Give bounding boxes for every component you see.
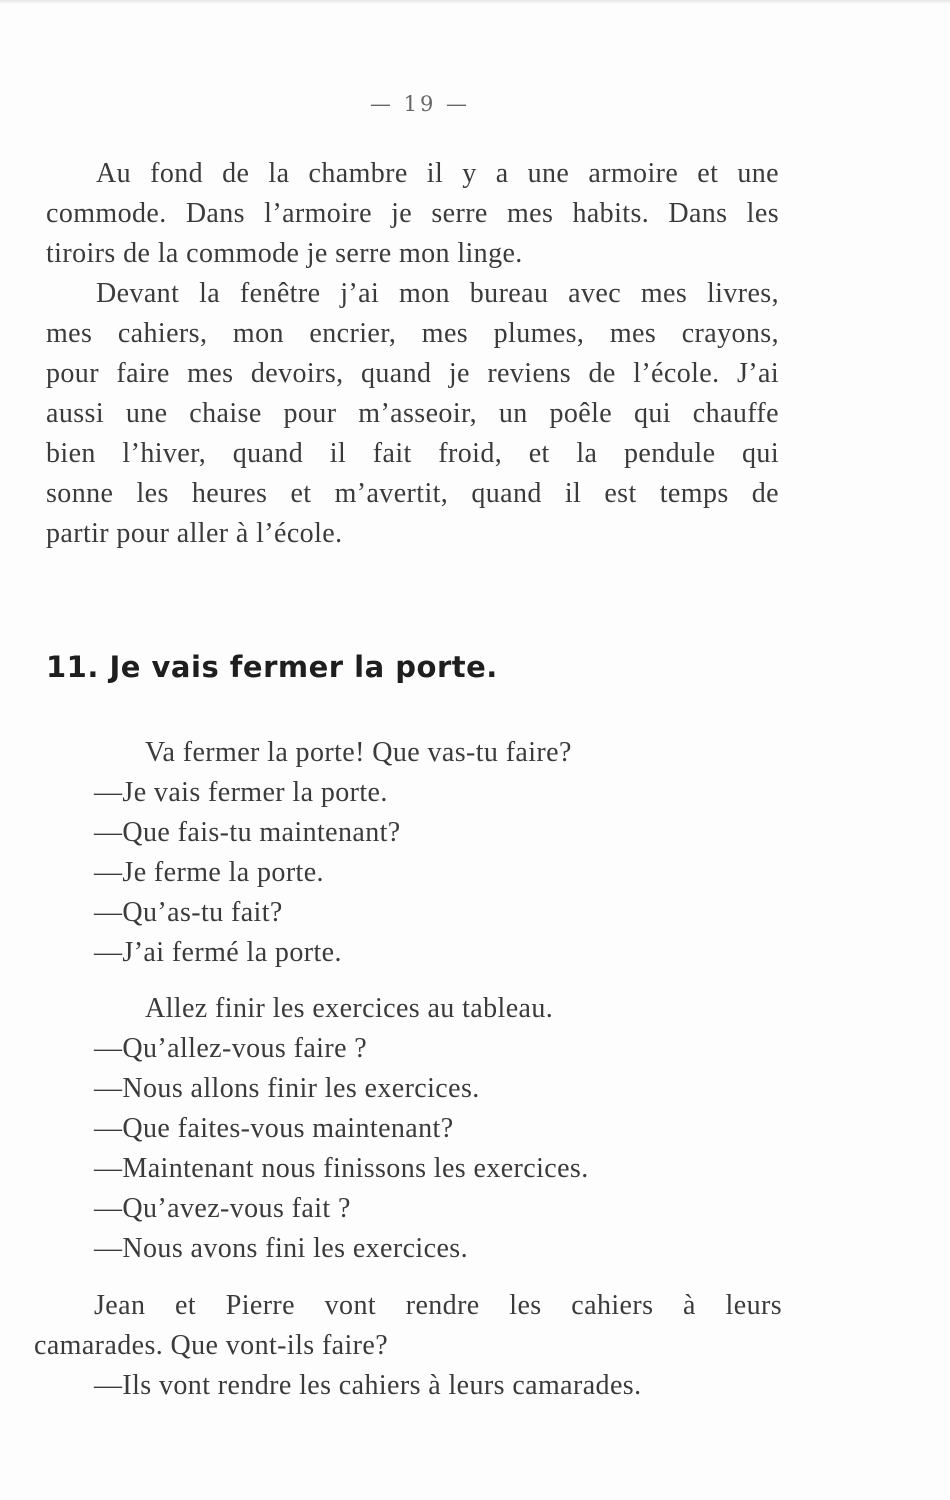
- text-line: partir pour aller à l’école.: [46, 518, 343, 549]
- text-line: camarades. Que vont-ils faire?: [34, 1330, 389, 1361]
- dialogue-line: —Nous allons finir les exercices.: [94, 1073, 480, 1104]
- text-line: pour faire mes devoirs, quand je reviens de l’école. J’ai: [46, 358, 779, 389]
- text-line: commode. Dans l’armoire je serre mes habits. Dans les: [46, 198, 779, 229]
- dialogue-line: —Je vais fermer la porte.: [94, 777, 388, 808]
- dialogue-line: —Qu’avez-vous fait ?: [94, 1193, 351, 1224]
- text-line: Devant la fenêtre j’ai mon bureau avec mes livres,: [96, 278, 779, 309]
- text-line: sonne les heures et m’avertit, quand il est temps de: [46, 478, 779, 509]
- dialogue-line: —Nous avons fini les exercices.: [94, 1233, 468, 1264]
- text-line: —Ils vont rendre les cahiers à leurs camarades.: [94, 1370, 642, 1401]
- dialogue-line: —Que fais-tu maintenant?: [94, 817, 401, 848]
- text-line: Au fond de la chambre il y a une armoire et une: [96, 158, 779, 189]
- section-heading: 11. Je vais fermer la porte.: [46, 650, 498, 684]
- dialogue-intro: Va fermer la porte! Que vas-tu faire?: [145, 737, 572, 768]
- dialogue-line: —Maintenant nous finissons les exercices.: [94, 1153, 589, 1184]
- dialogue-line: —Qu’allez-vous faire ?: [94, 1033, 368, 1064]
- dialogue-line: —J’ai fermé la porte.: [94, 937, 342, 968]
- dialogue-line: —Qu’as-tu fait?: [94, 897, 283, 928]
- page-edge: [0, 0, 950, 4]
- dialogue-intro: Allez finir les exercices au tableau.: [145, 993, 554, 1024]
- text-line: aussi une chaise pour m’asseoir, un poêle qui chauffe: [46, 398, 779, 429]
- text-line: bien l’hiver, quand il fait froid, et la pendule qui: [46, 438, 779, 469]
- dialogue-line: —Je ferme la porte.: [94, 857, 324, 888]
- text-line: mes cahiers, mon encrier, mes plumes, mes crayons,: [46, 318, 779, 349]
- page-number: — 19 —: [369, 92, 471, 116]
- text-line: tiroirs de la commode je serre mon linge.: [46, 238, 523, 269]
- dialogue-line: —Que faites-vous maintenant?: [94, 1113, 454, 1144]
- text-line: Jean et Pierre vont rendre les cahiers à leurs: [94, 1290, 782, 1321]
